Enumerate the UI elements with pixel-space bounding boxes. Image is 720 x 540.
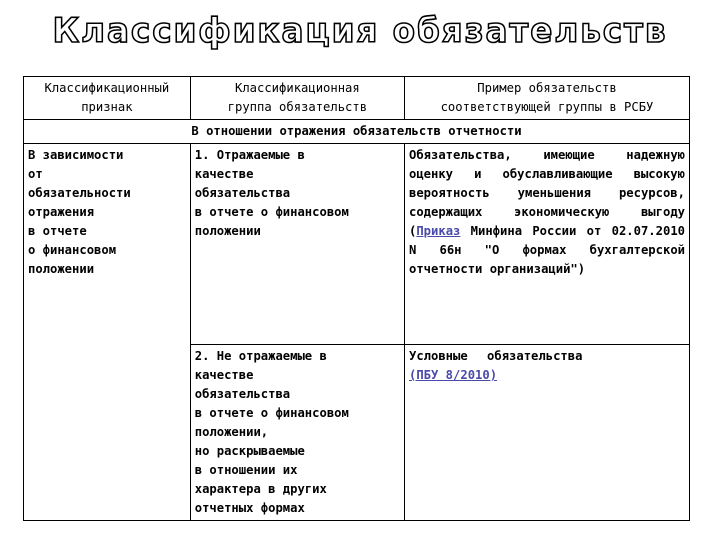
group2-example-text: Условные обязательства [409, 349, 583, 363]
table-header-row [24, 77, 690, 120]
group1-cell [190, 144, 404, 345]
group2-name: 2. Не отражаемые в качестве обязательства в отчете о финансовом положении, но раскрываемые в отношении их характера в других отчетных формах [194, 349, 349, 515]
group1-name: 1. Отражаемые в качестве обязательства в отчете о финансовом положении [194, 148, 349, 238]
group2-example-cell [405, 345, 690, 521]
group1-example-cell [405, 144, 690, 345]
order-link[interactable]: Приказ [416, 224, 461, 238]
criterion-text: В зависимости от обязательности отражения в отчете о финансовом положении [28, 148, 131, 276]
section-row [24, 120, 690, 144]
pbu-link[interactable]: (ПБУ 8/2010) [409, 368, 498, 382]
criterion-cell [24, 144, 191, 521]
page-title-text: Классификация обязательств [52, 11, 668, 51]
section-title: В отношении отражения обязательств отчетности [24, 120, 690, 144]
group2-cell [190, 345, 404, 521]
header-criterion-label: Классификационный признак [44, 81, 170, 114]
header-example [405, 77, 690, 120]
page-title [0, 6, 720, 56]
group1-example-text: Обязательства, имеющие надежную оценку и обуславливающие высокую вероятность уменьшения ресурсов, содержащих экономическую выгоду ( [409, 148, 685, 238]
header-example-label: Пример обязательств соответствующей группы в РСБУ [440, 81, 654, 114]
table-row [24, 144, 690, 345]
group1-example-tail: Минфина России от 02.07.2010 N 66н "О формах бухгалтерской отчетности организаций") [409, 224, 685, 276]
header-group-label: Классификационная группа обязательств [227, 81, 368, 114]
header-group [190, 77, 404, 120]
header-criterion [24, 77, 191, 120]
classification-table [23, 76, 690, 521]
